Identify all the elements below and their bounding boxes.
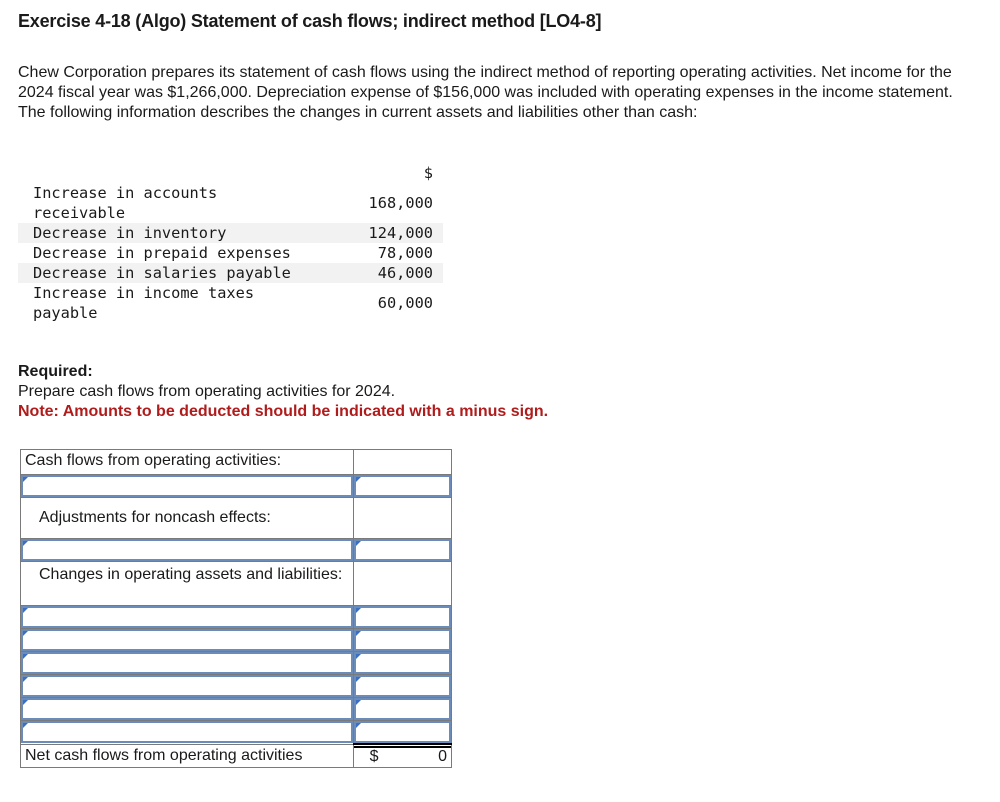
table-row [21, 606, 452, 629]
info-amount: 78,000 [377, 244, 433, 262]
info-row [18, 183, 443, 223]
info-currency-row [18, 163, 443, 183]
required-note: Note: Amounts to be deducted should be indicated with a minus sign. [18, 403, 549, 420]
total-label: Net cash flows from operating activities [21, 744, 354, 768]
amount-input[interactable] [354, 675, 451, 697]
table-row [21, 721, 452, 745]
info-row [18, 243, 443, 263]
info-label: Decrease in salaries payable [33, 264, 291, 282]
amount-input[interactable] [354, 606, 451, 628]
label-dropdown[interactable] [21, 606, 353, 628]
info-table [18, 163, 443, 323]
table-row [21, 652, 452, 675]
amount-input[interactable] [354, 698, 451, 720]
info-row [18, 283, 443, 323]
table-row [21, 475, 452, 498]
info-label: Decrease in inventory [33, 224, 227, 242]
label-dropdown[interactable] [21, 539, 353, 561]
total-currency: $ [369, 748, 379, 765]
worksheet-header-row [21, 450, 452, 475]
amount-input[interactable] [354, 652, 451, 674]
info-amount: 124,000 [368, 224, 433, 242]
info-amount: 60,000 [377, 294, 433, 312]
info-row [18, 223, 443, 243]
info-label: Decrease in prepaid expenses [33, 244, 291, 262]
table-row [21, 698, 452, 721]
info-row [18, 263, 443, 283]
amount-input[interactable] [354, 475, 451, 497]
amount-input[interactable] [354, 539, 451, 561]
changes-label: Changes in operating assets and liabilities: [39, 566, 343, 583]
changes-row [21, 562, 452, 606]
amount-input[interactable] [354, 629, 451, 651]
label-dropdown[interactable] [21, 675, 353, 697]
exercise-title: Exercise 4-18 (Algo) Statement of cash flows; indirect method [LO4-8] [18, 11, 602, 31]
required-heading: Required: [18, 363, 93, 380]
label-dropdown[interactable] [21, 652, 353, 674]
table-row [21, 675, 452, 698]
info-label: Increase in income taxes payable [33, 284, 255, 322]
label-dropdown[interactable] [21, 698, 353, 720]
worksheet-header: Cash flows from operating activities: [21, 450, 354, 475]
info-amount: 168,000 [368, 194, 433, 212]
info-currency: $ [423, 164, 433, 182]
problem-description: Chew Corporation prepares its statement of cash flows using the indirect method of reporting operating activities. Net income for the 2024 fiscal year was $1,266,000. Depreciation expense of $156,000 was included with operating expenses in the income statement. The following information describes the changes in current assets and liabilities other than cash: [18, 64, 953, 121]
required-section [18, 362, 548, 422]
amount-input[interactable] [354, 721, 451, 743]
total-value: 0 [438, 748, 447, 765]
adjustments-row [21, 498, 452, 539]
label-dropdown[interactable] [21, 475, 353, 497]
adjustments-label: Adjustments for noncash effects: [39, 509, 271, 526]
cash-flow-worksheet [20, 449, 452, 768]
table-row [21, 629, 452, 652]
info-label: Increase in accounts receivable [33, 184, 218, 222]
required-text: Prepare cash flows from operating activities for 2024. [18, 383, 396, 400]
label-dropdown[interactable] [21, 629, 353, 651]
total-row [21, 744, 452, 768]
label-dropdown[interactable] [21, 721, 353, 743]
info-amount: 46,000 [377, 264, 433, 282]
table-row [21, 539, 452, 562]
